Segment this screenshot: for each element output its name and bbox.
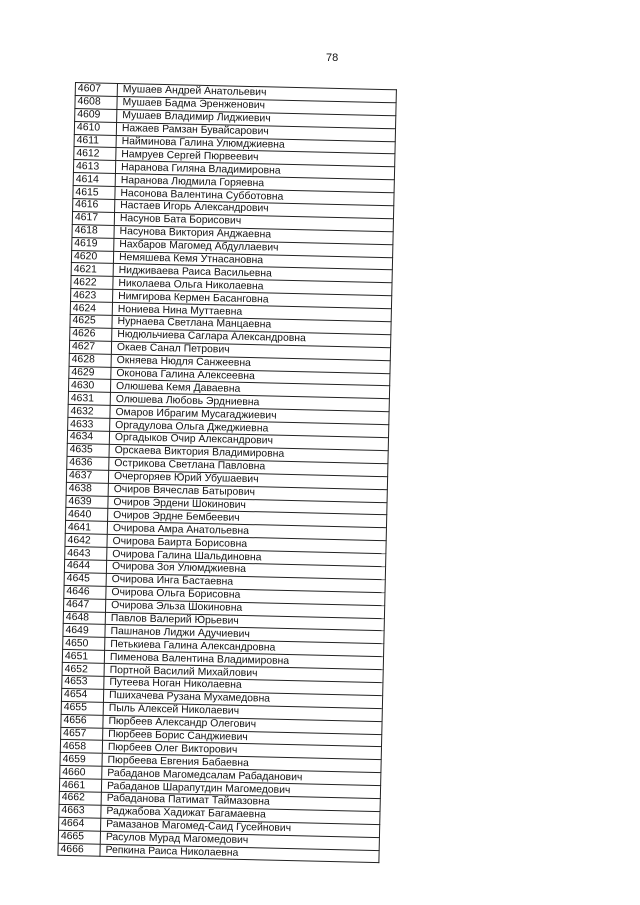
row-number: 4657 — [61, 727, 103, 741]
person-name: Павлов Валерий Юрьевич — [105, 612, 384, 631]
row-number: 4641 — [65, 521, 107, 535]
row-number: 4642 — [65, 534, 107, 548]
person-name: Пашнанов Лиджи Адучиевич — [105, 625, 384, 644]
row-number: 4629 — [69, 366, 111, 380]
person-name: Очиров Вячеслав Батырович — [108, 483, 387, 502]
row-number: 4621 — [71, 263, 113, 277]
person-name: Очирова Зоя Улюмджиевна — [106, 560, 385, 579]
row-number: 4618 — [72, 224, 114, 238]
row-number: 4633 — [68, 418, 110, 432]
row-number: 4663 — [59, 804, 101, 818]
row-number: 4622 — [71, 276, 113, 290]
person-name: Оконова Галина Алексеевна — [111, 367, 390, 386]
person-name: Нажаев Рамзан Бувайсарович — [116, 122, 395, 141]
row-number: 4631 — [68, 392, 110, 406]
person-name: Наранова Людмила Горяевна — [115, 174, 394, 193]
person-name: Оргадулова Ольга Джеджиевна — [110, 419, 389, 438]
registry-sheet — [57, 82, 404, 864]
row-number: 4627 — [69, 340, 111, 354]
person-name: Пименова Валентина Владимировна — [104, 651, 383, 670]
person-name: Окняева Нюдля Санжеевна — [111, 354, 390, 373]
person-name: Омаров Ибрагим Мусагаджиевич — [110, 406, 389, 425]
person-name: Немяшева Кемя Утнасановна — [113, 251, 392, 270]
row-number: 4612 — [74, 147, 116, 161]
row-number: 4643 — [65, 546, 107, 560]
person-name: Николаева Ольга Николаевна — [113, 277, 392, 296]
row-number: 4666 — [58, 843, 100, 857]
person-name: Мушаев Бадма Эренженович — [117, 96, 396, 115]
person-name: Петькиева Галина Александровна — [105, 638, 384, 657]
row-number: 4630 — [68, 379, 110, 393]
person-name: Репкина Раиса Николаевна — [100, 844, 379, 863]
person-name: Мушаев Андрей Анатольевич — [117, 83, 396, 102]
row-number: 4607 — [75, 83, 117, 97]
row-number: 4654 — [61, 688, 103, 702]
person-name: Пыль Алексей Николаевич — [103, 702, 382, 721]
row-number: 4615 — [73, 186, 115, 200]
row-number: 4646 — [64, 585, 106, 599]
person-name: Оргадыков Очир Александрович — [109, 431, 388, 450]
person-name: Настаев Игорь Александрович — [115, 199, 394, 218]
row-number: 4639 — [66, 495, 108, 509]
person-name: Рабаданов Шарапутдин Магомедович — [101, 779, 380, 798]
row-number: 4649 — [63, 624, 105, 638]
person-name: Портной Василий Михайлович — [104, 663, 383, 682]
row-number: 4655 — [61, 701, 103, 715]
row-number: 4645 — [64, 572, 106, 586]
row-number: 4664 — [59, 817, 101, 831]
page-number: 78 — [326, 52, 339, 64]
person-name: Очирова Амра Анатольевна — [107, 522, 386, 541]
row-number: 4609 — [75, 108, 117, 122]
person-name: Нахбаров Магомед Абдуллаевич — [114, 238, 393, 257]
row-number: 4623 — [71, 289, 113, 303]
person-name: Насунов Бата Борисович — [114, 212, 393, 231]
row-number: 4659 — [60, 753, 102, 767]
row-number: 4628 — [69, 353, 111, 367]
row-number: 4616 — [73, 198, 115, 212]
person-name: Пюрбеев Олег Викторович — [102, 741, 381, 760]
row-number: 4610 — [74, 121, 116, 135]
person-name: Нурнаева Светлана Манцаевна — [112, 315, 391, 334]
person-name: Нимгирова Кермен Басанговна — [113, 290, 392, 309]
row-number: 4608 — [75, 95, 117, 109]
person-name: Рамазанов Магомед-Саид Гусейнович — [101, 818, 380, 837]
row-number: 4625 — [70, 314, 112, 328]
person-name: Остриковa Светлана Павловна — [109, 457, 388, 476]
person-name: Раджабова Хадижат Багамаевна — [101, 805, 380, 824]
row-number: 4632 — [68, 405, 110, 419]
person-name: Очирова Ольга Борисовна — [106, 586, 385, 605]
row-number: 4611 — [74, 134, 116, 148]
person-name: Орскаева Виктория Владимировна — [109, 444, 388, 463]
row-number: 4662 — [59, 791, 101, 805]
person-name: Очиров Эрдне Бембеевич — [108, 509, 387, 528]
person-name: Очирова Галина Шальдиновна — [107, 547, 386, 566]
registry-rows — [58, 83, 396, 864]
person-name: Путеева Ноган Николаевна — [104, 676, 383, 695]
person-name: Пюрбеева Евгения Бабаевна — [102, 754, 381, 773]
person-name: Рабаданова Патимат Таймазовна — [101, 792, 380, 811]
row-number: 4637 — [66, 469, 108, 483]
row-number: 4636 — [67, 456, 109, 470]
person-name: Нониева Нина Муттаевна — [112, 303, 391, 322]
row-number: 4661 — [59, 778, 101, 792]
person-name: Очирова Баирта Борисовна — [107, 535, 386, 554]
row-number: 4619 — [72, 237, 114, 251]
row-number: 4660 — [60, 766, 102, 780]
person-name: Олюшева Любовь Эрдниевна — [110, 393, 389, 412]
row-number: 4614 — [73, 173, 115, 187]
row-number: 4635 — [67, 443, 109, 457]
row-number: 4626 — [70, 327, 112, 341]
person-name: Пшихачева Рузана Мухамедовна — [103, 689, 382, 708]
person-name: Нидживаева Раиса Васильевна — [113, 264, 392, 283]
row-number: 4634 — [67, 430, 109, 444]
person-name: Окаев Санал Петрович — [111, 341, 390, 360]
row-number: 4624 — [70, 302, 112, 316]
person-name: Нюдюльчиева Саглара Александровна — [112, 328, 391, 347]
row-number: 4652 — [62, 662, 104, 676]
row-number: 4651 — [62, 650, 104, 664]
person-name: Пюрбеев Борис Санджиевич — [103, 728, 382, 747]
person-name: Очирова Эльза Шокиновна — [105, 599, 384, 618]
row-number: 4644 — [64, 559, 106, 573]
row-number: 4617 — [72, 211, 114, 225]
person-name: Насонова Валентина Субботовна — [115, 187, 394, 206]
row-number: 4648 — [63, 611, 105, 625]
person-name: Рабаданов Магомедсалам Рабаданович — [102, 766, 381, 785]
person-name: Расулов Мурад Магомедович — [100, 831, 379, 850]
person-name: Очиров Эрдени Шокинович — [108, 496, 387, 515]
row-number: 4640 — [66, 508, 108, 522]
person-name: Насунова Виктория Анджаевна — [114, 225, 393, 244]
person-name: Пюрбеев Александр Олегович — [103, 715, 382, 734]
row-number: 4658 — [60, 740, 102, 754]
person-name: Мушаев Владимир Лиджиевич — [117, 109, 396, 128]
row-number: 4613 — [73, 160, 115, 174]
person-name: Наранова Гиляна Владимировна — [115, 161, 394, 180]
person-name: Намруев Сергей Пюрвеевич — [116, 148, 395, 167]
person-name: Очирова Инга Бастаевна — [106, 573, 385, 592]
person-name: Очергоряев Юрий Убушаевич — [108, 470, 387, 489]
row-number: 4647 — [63, 598, 105, 612]
registry-table — [57, 82, 396, 864]
row-number: 4656 — [61, 714, 103, 728]
row-number: 4665 — [58, 830, 100, 844]
row-number: 4638 — [66, 482, 108, 496]
person-name: Найминова Галина Улюмджиевна — [116, 135, 395, 154]
row-number: 4653 — [62, 675, 104, 689]
row-number: 4620 — [71, 250, 113, 264]
row-number: 4650 — [63, 637, 105, 651]
person-name: Олюшева Кемя Даваевна — [110, 380, 389, 399]
